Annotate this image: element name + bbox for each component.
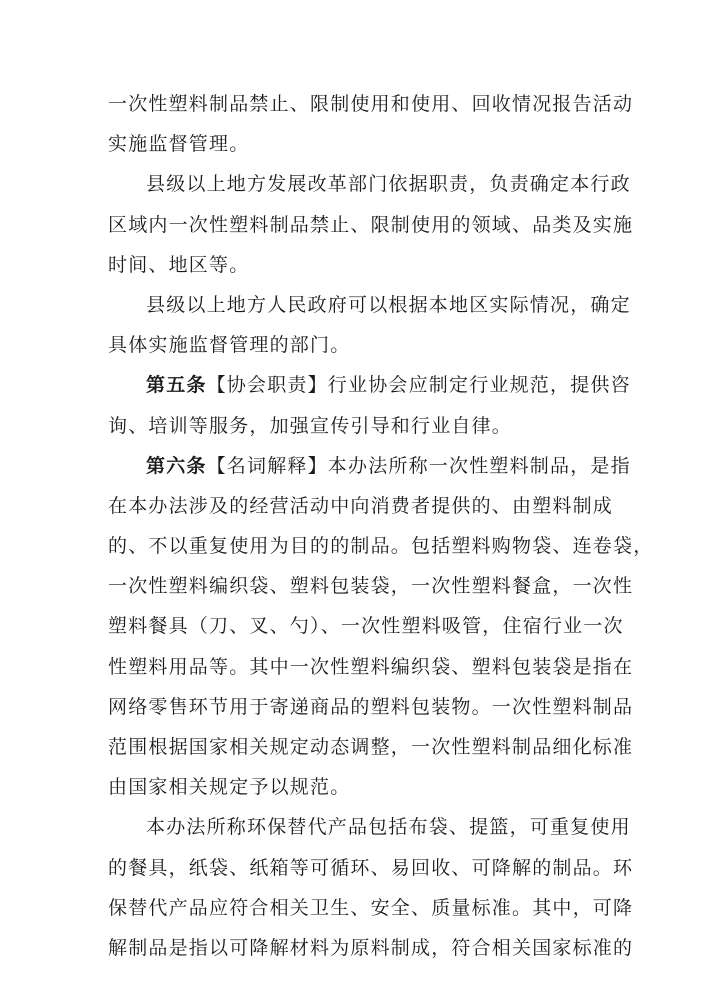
text-fragment: 【名词解释】本办法所称一次性塑料制品，是指 — [206, 454, 631, 477]
text-line: 网络零售环节用于寄递商品的塑料包装物。一次性塑料制品 — [108, 695, 634, 718]
text-line: 在本办法涉及的经营活动中向消费者提供的、由塑料制成 — [108, 494, 614, 517]
text-line: 解制品是指以可降解材料为原料制成，符合相关国家标准的 — [108, 936, 634, 959]
text-line: 保替代产品应符合相关卫生、安全、质量标准。其中，可降 — [108, 896, 634, 919]
text-line: 性塑料用品等。其中一次性塑料编织袋、塑料包装袋是指在 — [108, 655, 634, 678]
text-line: 塑料餐具（刀、叉、勺）、一次性塑料吸管，住宿行业一次 — [108, 615, 624, 638]
text-line: 的、不以重复使用为目的的制品。包括塑料购物袋、连卷袋， — [108, 535, 654, 558]
text-line: 本办法所称环保替代产品包括布袋、提篮，可重复使用 — [146, 816, 631, 839]
paragraph-2 — [108, 164, 634, 285]
text-line: 一次性塑料编织袋、塑料包装袋，一次性塑料餐盒，一次性 — [108, 575, 634, 598]
text-line: 县级以上地方发展改革部门依据职责，负责确定本行政 — [146, 173, 631, 196]
text-line — [108, 365, 631, 405]
article-heading: 第五条 — [146, 374, 207, 397]
text-line: 区域内一次性塑料制品禁止、限制使用的领域、品类及实施 — [108, 213, 634, 236]
document-body — [108, 84, 654, 968]
text-line: 具体实施监督管理的部门。 — [108, 334, 351, 357]
article-heading: 第六条 — [146, 454, 207, 477]
text-line: 范围根据国家相关规定动态调整，一次性塑料制品细化标准 — [108, 736, 634, 758]
article-5 — [108, 365, 631, 445]
text-line: 实施监督管理。 — [108, 133, 250, 156]
paragraph-1 — [108, 84, 634, 164]
text-line — [108, 446, 631, 486]
text-line: 时间、地区等。 — [108, 253, 250, 276]
text-line: 的餐具，纸袋、纸箱等可循环、易回收、可降解的制品。环 — [108, 856, 634, 879]
text-line: 县级以上地方人民政府可以根据本地区实际情况，确定 — [146, 293, 631, 316]
text-line: 由国家相关规定予以规范。 — [108, 776, 351, 799]
text-fragment: 【协会职责】行业协会应制定行业规范，提供咨 — [206, 374, 631, 397]
paragraph-3 — [108, 285, 631, 365]
text-line: 一次性塑料制品禁止、限制使用和使用、回收情况报告活动 — [108, 93, 634, 115]
text-line: 询、培训等服务，加强宣传引导和行业自律。 — [108, 414, 513, 437]
article-6 — [108, 446, 654, 808]
paragraph-7 — [108, 807, 634, 968]
